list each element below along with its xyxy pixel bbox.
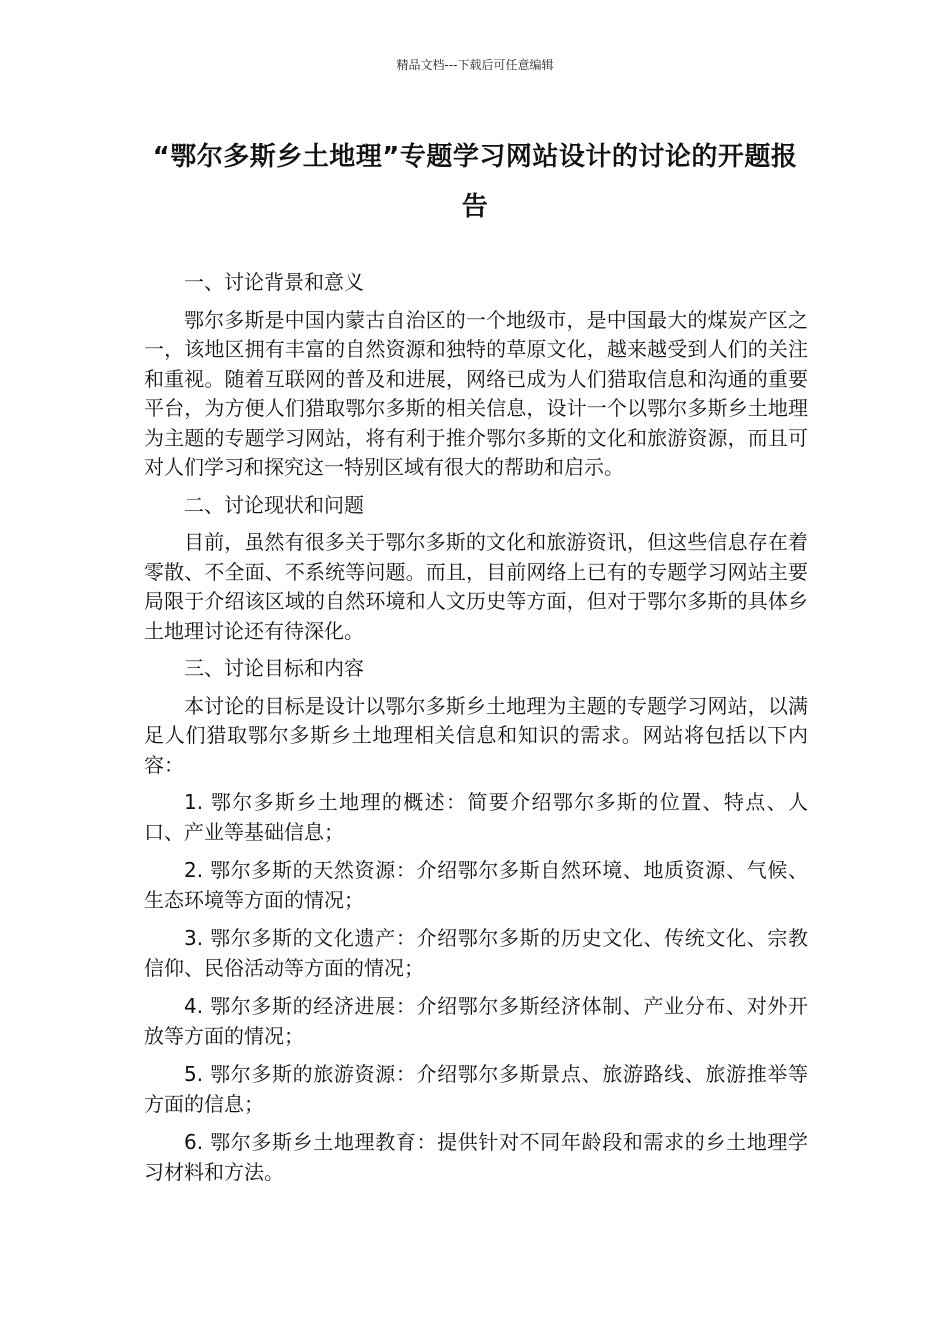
list-item: 6. 鄂尔多斯乡土地理教育：提供针对不同年龄段和需求的乡土地理学习材料和方法。: [144, 1130, 808, 1184]
section-heading-goals: 三、讨论目标和内容: [184, 656, 364, 680]
list-item: 1. 鄂尔多斯乡土地理的概述：简要介绍鄂尔多斯的位置、特点、人口、产业等基础信息；: [144, 790, 808, 844]
list-item: 5. 鄂尔多斯的旅游资源：介绍鄂尔多斯景点、旅游路线、旅游推举等方面的信息；: [144, 1062, 808, 1116]
section-body-goals: 本讨论的目标是设计以鄂尔多斯乡土地理为主题的专题学习网站，以满足人们猎取鄂尔多斯乡土地理相关信息和知识的需求。网站将包括以下内容：: [144, 693, 808, 777]
section-heading-background: 一、讨论背景和意义: [184, 270, 364, 294]
document-title: “鄂尔多斯乡土地理”专题学习网站设计的讨论的开题报告: [152, 142, 798, 222]
list-item: 2. 鄂尔多斯的天然资源：介绍鄂尔多斯自然环境、地质资源、气候、生态环境等方面的情况；: [144, 858, 808, 912]
page-header: 精品文档---下载后可任意编辑: [396, 58, 554, 72]
list-item: 4. 鄂尔多斯的经济进展：介绍鄂尔多斯经济体制、产业分布、对外开放等方面的情况；: [144, 994, 808, 1048]
section-body-status: 目前，虽然有很多关于鄂尔多斯的文化和旅游资讯，但这些信息存在着零散、不全面、不系统等问题。而且，目前网络上已有的专题学习网站主要局限于介绍该区域的自然环境和人文历史等方面，但对于鄂尔多斯的具体乡土地理讨论还有待深化。: [144, 530, 808, 643]
document-body: [144, 268, 808, 1196]
section-heading-status: 二、讨论现状和问题: [184, 492, 364, 517]
section-body-background: 鄂尔多斯是中国内蒙古自治区的一个地级市，是中国最大的煤炭产区之一，该地区拥有丰富的自然资源和独特的草原文化，越来越受到人们的关注和重视。随着互联网的普及和进展，网络已成为人们猎取信息和沟通的重要平台，为方便人们猎取鄂尔多斯的相关信息，设计一个以鄂尔多斯乡土地理为主题的专题学习网站，将有利于推介鄂尔多斯的文化和旅游资源，而且可对人们学习和探究这一特别区域有很大的帮助和启示。: [144, 307, 808, 479]
list-item: 3. 鄂尔多斯的文化遗产：介绍鄂尔多斯的历史文化、传统文化、宗教信仰、民俗活动等方面的情况；: [144, 926, 808, 980]
